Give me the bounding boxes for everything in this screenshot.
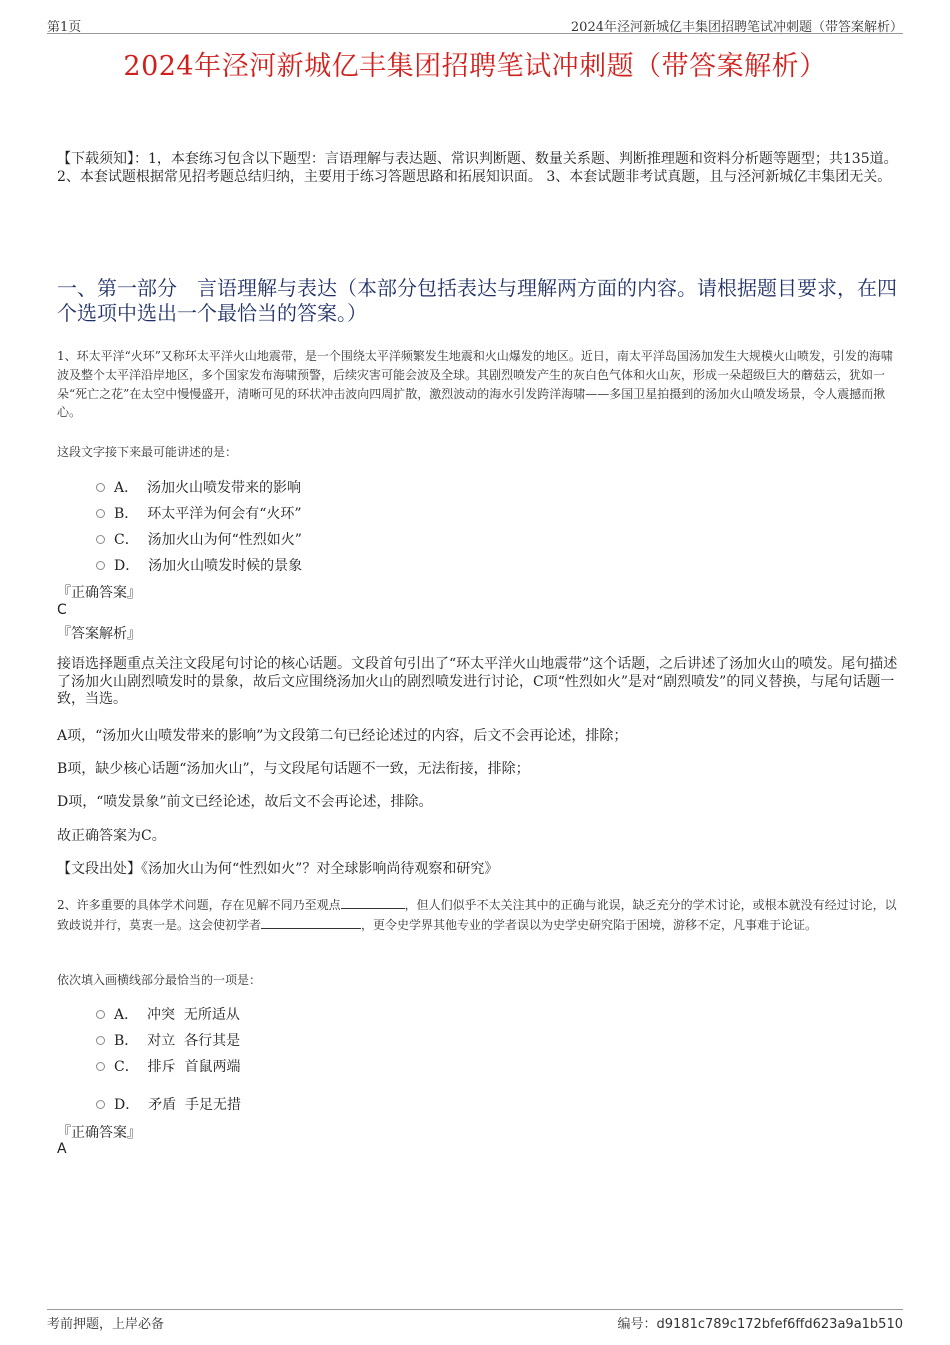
question-2-option-d[interactable]: D． 矛盾 手足无措 <box>96 1094 241 1114</box>
question-1-option-d[interactable]: D． 汤加火山喷发时候的景象 <box>96 555 302 575</box>
question-1-prompt: 这段文字接下来最可能讲述的是： <box>57 445 238 459</box>
question-1-option-c[interactable]: C． 汤加火山为何“性烈如火” <box>96 529 302 549</box>
radio-icon[interactable] <box>96 1036 105 1045</box>
download-notice: 【下载须知】：1，本套练习包含以下题型：言语理解与表达题、常识判断题、数量关系题、判断推理题和资料分析题等题型；共135道。 2、本套试题根据常见招考题总结归纳，主要用于练习答题思路和拓展知识面。 3、本套试题非考试真题，且与泾河新城亿丰集团无关。 <box>57 151 898 185</box>
radio-icon[interactable] <box>96 535 105 544</box>
footer-code: 编号：d9181c789c172bfef6ffd623a9a1b510 <box>617 1317 903 1332</box>
question-1-conclusion: 故正确答案为C。 <box>57 828 166 844</box>
question-1-option-b[interactable]: B． 环太平洋为何会有“火环” <box>96 503 302 523</box>
footer-divider <box>47 1309 903 1310</box>
header-doc-title: 2024年泾河新城亿丰集团招聘笔试冲刺题（带答案解析） <box>570 20 903 35</box>
question-1-option-a[interactable]: A． 汤加火山喷发带来的影响 <box>96 477 301 497</box>
radio-icon[interactable] <box>96 509 105 518</box>
question-2-option-a[interactable]: A． 冲突 无所适从 <box>96 1004 240 1024</box>
page-number: 第1页 <box>47 20 82 35</box>
question-1-analysis-a: A项，“汤加火山喷发带来的影响”为文段第二句已经论述过的内容，后文不会再论述，排除； <box>57 728 628 744</box>
question-2-answer-label: 『正确答案』 <box>57 1125 141 1141</box>
question-2-prompt: 依次填入画横线部分最恰当的一项是： <box>57 973 262 987</box>
question-1-answer-label: 『正确答案』 <box>57 585 141 601</box>
question-1-analysis-b: B项，缺少核心话题“汤加火山”，与文段尾句话题不一致，无法衔接，排除； <box>57 761 530 777</box>
radio-icon[interactable] <box>96 1010 105 1019</box>
fill-blank-2[interactable] <box>261 915 361 929</box>
page-title: 2024年泾河新城亿丰集团招聘笔试冲刺题（带答案解析） <box>123 51 827 82</box>
question-2-option-c[interactable]: C． 排斥 首鼠两端 <box>96 1056 241 1076</box>
radio-icon[interactable] <box>96 483 105 492</box>
question-2-text: 2、许多重要的具体学术问题，存在见解不同乃至观点 ，但人们似乎不太关注其中的正确与讹误，缺乏充分的学术讨论，或根本就没有经过讨论，以致歧说并行，莫衷一是。这会使初学者 ，更令史学界其他专业的学者误以为史学史研究陷于困境，游移不定，凡事难于论证。 <box>57 895 900 935</box>
question-1-analysis-label: 『答案解析』 <box>57 626 141 642</box>
question-1-source: 【文段出处】《汤加火山为何“性烈如火”？对全球影响尚待观察和研究》 <box>57 861 499 877</box>
footer-slogan: 考前押题，上岸必备 <box>47 1317 165 1332</box>
question-2-answer: A <box>57 1141 67 1157</box>
fill-blank-1[interactable] <box>341 895 405 909</box>
question-1-text: 1、环太平洋“火环”又称环太平洋火山地震带，是一个围绕太平洋频繁发生地震和火山爆发的地区。近日，南太平洋岛国汤加发生大规模火山喷发，引发的海啸波及整个太平洋沿岸地区，多个国家发布海啸预警，后续灾害可能会波及全球。其剧烈喷发产生的灰白色气体和火山灰，形成一朵超级巨大的蘑菇云，犹如一朵“死亡之花”在太空中慢慢盛开，清晰可见的环状冲击波向四周扩散，激烈波动的海水引发跨洋海啸——多国卫星拍摄到的汤加火山喷发场景，令人震撼而揪心。 <box>57 349 893 420</box>
question-1-analysis-d: D项，“喷发景象”前文已经论述，故后文不会再论述，排除。 <box>57 794 433 810</box>
section-title: 一、第一部分 言语理解与表达（本部分包括表达与理解两方面的内容。请根据题目要求，在四个选项中选出一个最恰当的答案。） <box>57 276 897 325</box>
question-2-option-b[interactable]: B． 对立 各行其是 <box>96 1030 240 1050</box>
radio-icon[interactable] <box>96 1100 105 1109</box>
header-divider <box>47 33 903 34</box>
radio-icon[interactable] <box>96 561 105 570</box>
question-1-answer: C <box>57 602 67 618</box>
question-1-analysis-paragraph: 接语选择题重点关注文段尾句讨论的核心话题。文段首句引出了“环太平洋火山地震带”这个话题，之后讲述了汤加火山的喷发。尾句描述了汤加火山剧烈喷发时的景象，故后文应围绕汤加火山的剧烈喷发进行讨论，C项“性烈如火”是对“剧烈喷发”的同义替换，与尾句话题一致，当选。 <box>57 656 898 707</box>
radio-icon[interactable] <box>96 1062 105 1071</box>
